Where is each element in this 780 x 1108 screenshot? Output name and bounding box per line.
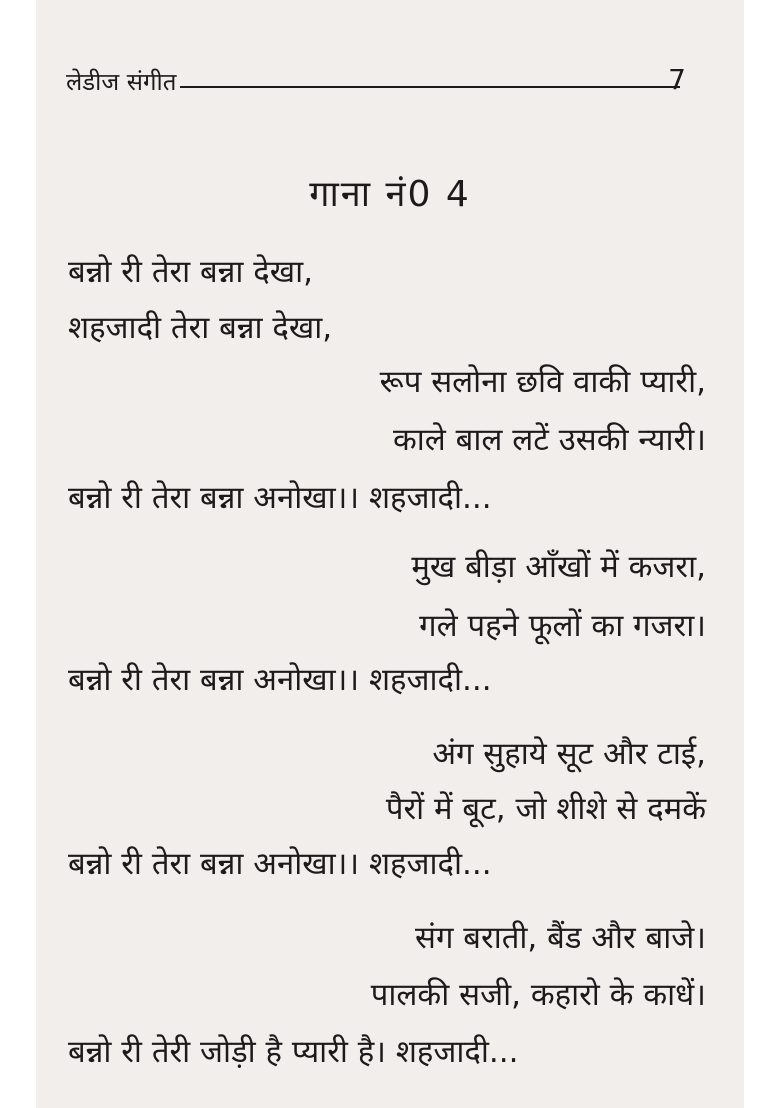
lyric-line: काले बाल लटें उसकी न्यारी। [392,422,706,458]
lyric-line: पालकी सजी, कहारो के काधें। [370,977,706,1013]
lyric-line: मुख बीड़ा आँखों में कजरा, [411,549,706,585]
lyric-line: बन्नो री तेरा बन्ना अनोखा।। शहजादी... [68,846,492,882]
lyric-line: बन्नो री तेरा बन्ना अनोखा।। शहजादी... [68,662,492,698]
lyric-line: बन्नो री तेरी जोड़ी है प्यारी है। शहजादी... [68,1034,519,1070]
lyric-line: पैरों में बूट, जो शीशे से दमकें [385,791,706,827]
lyric-line: बन्नो री तेरा बन्ना अनोखा।। शहजादी... [68,480,492,516]
lyric-line: बन्नो री तेरा बन्ना देखा, [68,254,314,290]
page-header [66,58,686,98]
lyric-line: गले पहने फूलों का गजरा। [419,608,706,644]
lyric-line: अंग सुहाये सूट और टाई, [432,736,706,772]
song-title: गाना नं0 4 [309,174,471,215]
lyric-line: रूप सलोना छवि वाकी प्यारी, [379,364,706,400]
header-rule [180,86,680,88]
lyric-line: संग बराती, बैंड और बाजे। [415,920,706,956]
book-page [36,0,744,1108]
page-number: 7 [668,63,686,96]
book-title: लेडीज संगीत [66,68,177,96]
lyric-line: शहजादी तेरा बन्ना देखा, [68,310,333,346]
